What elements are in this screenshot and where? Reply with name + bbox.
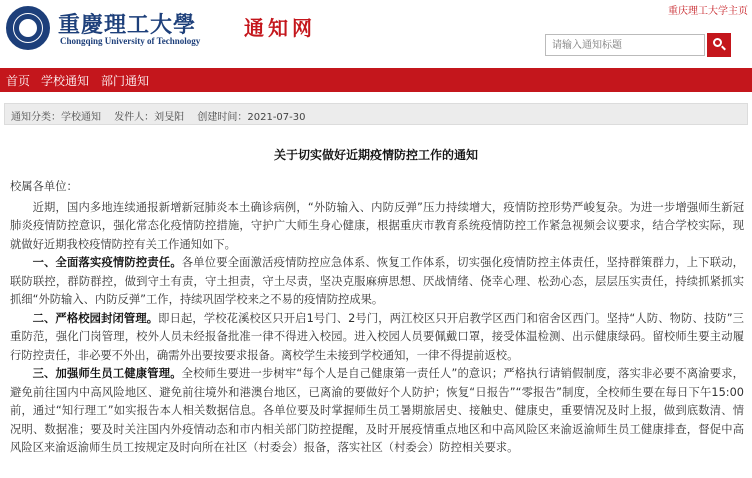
search-input[interactable] bbox=[545, 34, 705, 56]
notice-salutation: 校属各单位： bbox=[10, 180, 78, 193]
notice-title: 关于切实做好近期疫情防控工作的通知 bbox=[273, 148, 478, 162]
nav-item-department-notices[interactable]: 部门通知 bbox=[101, 74, 150, 88]
notice-intro-paragraph: 近期，国内多地连续通报新增新冠肺炎本土确诊病例，“外防输入、内防反弹”压力持续增大，疫情防控形势严峻复杂。为进一步增强师生新冠肺炎疫情防控意识，强化常态化疫情防控措施，守护广大师生身心健康，根据重庆市教育系统疫情防控工作紧急视频会议要求，结合学校实际，现就做好近期我校疫情防控有关工作通知如下。 bbox=[10, 200, 744, 251]
nav-item-school-notices[interactable]: 学校通知 bbox=[41, 74, 90, 88]
notice-section-3 bbox=[10, 365, 744, 458]
notice-body bbox=[10, 178, 744, 458]
section-text: 全校师生要进一步树牢“每个人是自己健康第一责任人”的意识；严格执行请销假制度，落实非必要不离渝要求，避免前往国内中高风险地区、避免前往境外和港澳台地区，已离渝的要做好个人防护；恢复“日报告”“零报告”制度，全校师生要在每日下午15:00前，通过“知行理工”如实报告本人相关数据信息。各单位要及时掌握师生员工暑期旅居史、接触史、健康史，重要情况及时上报，做到底数清、情况明、数据准；要及时关注国内外疫情动态和市内相关部门防控提醒，及时开展疫情重点地区和中高风险区来渝返渝师生员工健康排查，督促中高风险区来渝返渝师生员工按规定及时向所在社区（村委会）报备，落实社区（村委会）防控相关要求。 bbox=[10, 367, 744, 454]
section-heading: 二、严格校园封闭管理。 bbox=[32, 311, 159, 325]
main-nav bbox=[0, 68, 752, 92]
notice-meta-bar bbox=[4, 103, 748, 125]
university-home-link[interactable]: 重庆理工大学主页 bbox=[668, 6, 748, 17]
notice-section-2 bbox=[10, 310, 744, 366]
notice-created-time: 创建时间：2021-07-30 bbox=[197, 112, 306, 123]
logo-english-name[interactable]: Chongqing University of Technology bbox=[60, 36, 201, 46]
section-text: 各单位要全面激活疫情防控应急体系、恢复工作体系，切实强化疫情防控主体责任，坚持群策群力，上下联动，联防联控，群防群控，做到守土有责，守土担责，守土尽责，坚决克服麻痹思想、厌战情绪、侥幸心理、松劲心态，层层压实责任，持续抓紧抓实抓细“外防输入、内防反弹”工作，持续巩固学校来之不易的疫情防控成果。 bbox=[10, 256, 744, 306]
notice-category: 通知分类：学校通知 bbox=[11, 112, 101, 123]
university-seal-icon[interactable] bbox=[6, 6, 50, 50]
nav-item-home[interactable]: 首页 bbox=[6, 74, 31, 88]
notice-publisher: 发件人：刘旻阳 bbox=[114, 112, 185, 123]
notice-section-1 bbox=[10, 254, 744, 310]
site-header bbox=[0, 0, 752, 68]
section-text: 即日起，学校花溪校区只开启1号门、2号门，两江校区只开启教学区西门和宿舍区西门。坚持“人防、物防、技防”三重防范，强化门岗管理，校外人员未经报备批准一律不得进入校园。进入校园人员要佩戴口罩，接受体温检测、出示健康绿码。留校师生要主动履行防控责任，非必要不外出，确需外出要按要求报备。离校学生未接到学校通知，一律不得提前返校。 bbox=[10, 311, 744, 362]
search-button[interactable] bbox=[707, 33, 731, 57]
logo-chinese-name[interactable]: 重慶理工大學 bbox=[58, 12, 197, 38]
section-heading: 一、全面落实疫情防控责任。 bbox=[32, 256, 182, 269]
section-heading: 三、加强师生员工健康管理。 bbox=[32, 367, 182, 380]
site-name: 通知网 bbox=[244, 16, 316, 40]
